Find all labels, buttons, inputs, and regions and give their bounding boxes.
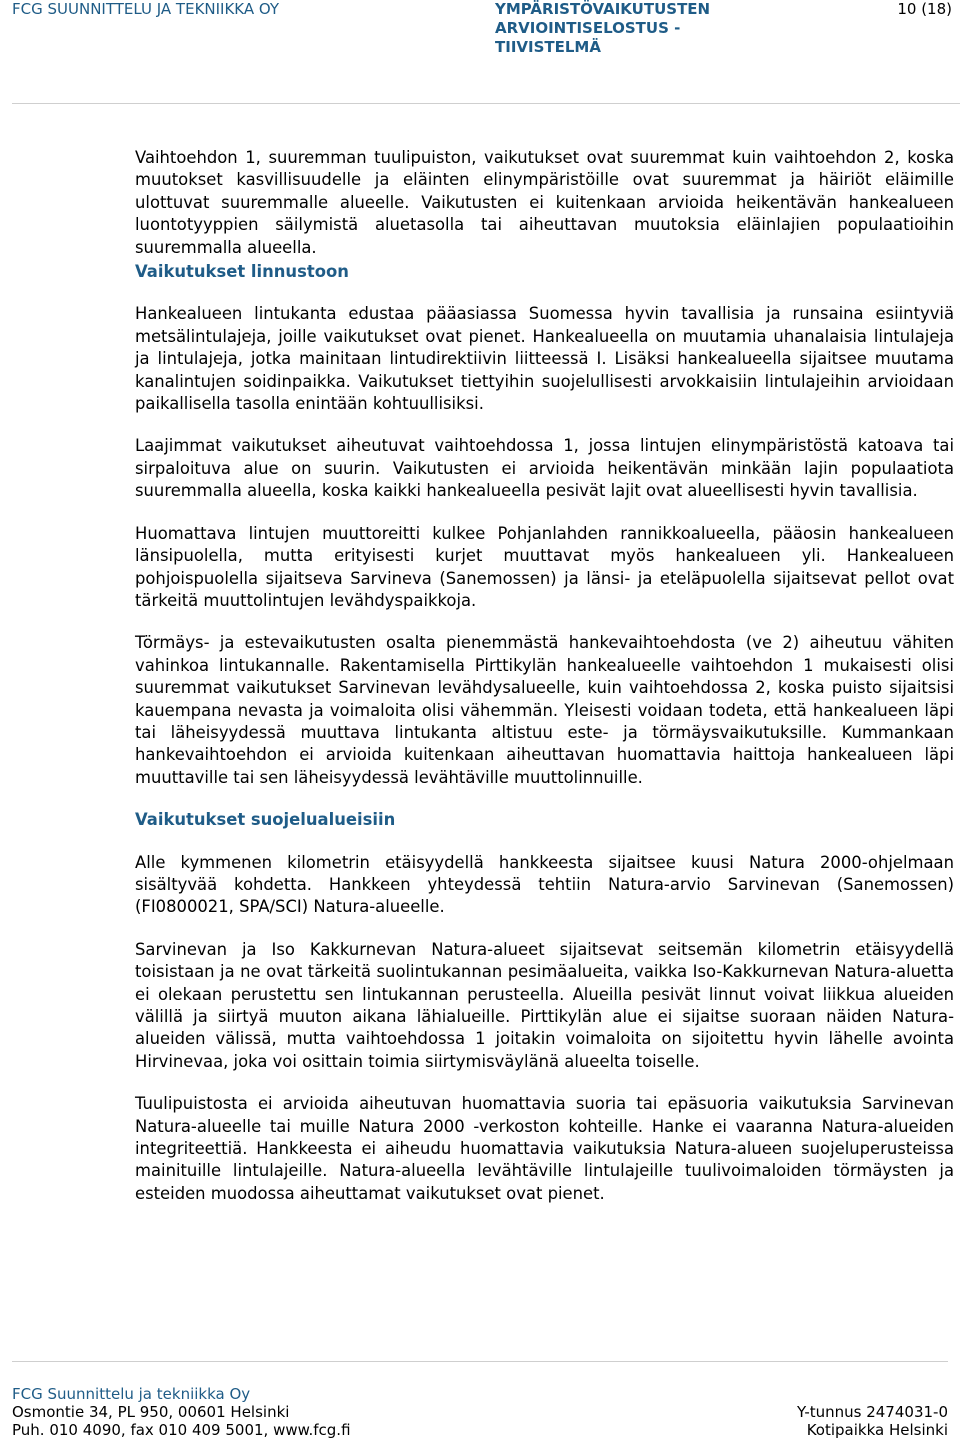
footer-business-id: Y-tunnus 2474031-0 xyxy=(796,1403,948,1421)
paragraph-migration-route: Huomattava lintujen muuttoreitti kulkee Pohjanlahden rannikkoalueella, pääosin hankealueen länsipuolella, mutta erityisesti kurjet muuttavat myös hankealueen yli. Hankealueen pohjoispuolella sijaitseva Sarvineva (Sanemossen) ja länsi- ja eteläpuolella sijaitsevat pellot ovat tärkeitä muuttolintujen levähdyspaikkoja. xyxy=(135,523,954,610)
footer-domicile: Kotipaikka Helsinki xyxy=(806,1421,948,1439)
document-body xyxy=(135,147,954,1225)
header-company: FCG SUUNNITTELU JA TEKNIIKKA OY xyxy=(12,0,280,18)
paragraph-bird-population: Hankealueen lintukanta edustaa pääasiassa Suomessa hyvin tavallisia ja runsaina esiintyviä metsälintulajeja, joille vaikutukset ovat pienet. Hankealueella on muutamia uhanalaisia lintulajeja ja lintulajeja, jotka mainitaan lintudirektiivin liitteessä I. Lisäksi hankealueella sijaitsee muutama kanalintujen soidinpaikka. Vaikutukset tiettyihin suojelullisesti arvokkaisiin lintulajeihin arvioidaan paikallisella tasolla enintään kohtuullisiksi. xyxy=(135,304,954,414)
page-header xyxy=(12,0,960,100)
paragraph-alternatives: Vaihtoehdon 1, suuremman tuulipuiston, vaikutukset ovat suuremmat kuin vaihtoehdon 2, koska muutokset kasvillisuudelle ja eläinten elinympäristöille ovat suuremmat ja häiriöt eläimille ulottuvat suuremmalle alueelle. Vaikutusten ei kuitenkaan arvioida heikentävän hankealueen luontotyyppien säilymistä aluetasolla tai aiheuttavan muutoksia eläinlajien populaatioihin suuremmalla alueella. xyxy=(135,148,954,257)
footer-company: FCG Suunnittelu ja tekniikka Oy xyxy=(12,1385,251,1403)
footer-divider xyxy=(12,1361,948,1362)
page-number: 10 (18) xyxy=(897,0,952,18)
footer-address: Osmontie 34, PL 950, 00601 Helsinki xyxy=(12,1403,290,1421)
paragraph-natura-conclusion: Tuulipuistosta ei arvioida aiheutuvan huomattavia suoria tai epäsuoria vaikutuksia Sarvinevan Natura-alueelle tai muille Natura 2000 -verkoston kohteille. Hanke ei vaaranna Natura-alueiden integriteettiä. Hankkeesta ei aiheudu huomattavia vaikutuksia Natura-alueen suojeluperusteissa mainituille lintulajeille. Natura-alueella levähtäville lintulajeille tuulivoimaloiden törmäysten ja esteiden muodossa aiheuttamat vaikutukset ovat pienet. xyxy=(135,1094,954,1203)
heading-bird-impacts: Vaikutukset linnustoon xyxy=(135,262,349,282)
paragraph-collision-impacts: Törmäys- ja estevaikutusten osalta pienemmästä hankevaihtoehdosta (ve 2) aiheutuu vähiten vahinkoa lintukannalle. Rakentamisella Pirttikylän hankealueelle vaihtoehdon 1 mukaisesti olisi suuremmat vaikutukset Sarvinevan levähdysalueelle, kuin vaihtoehdossa 2, koska puisto sijaitsisi kauempana nevasta ja voimaloita olisi vähemmän. Yleisesti voidaan todeta, että hankealueen läpi tai läheisyydessä muuttava lintukanta altistuu este- ja törmäysvaikutuksille. Kummankaan hankevaihtoehdon ei arvioida kuitenkaan aiheuttavan huomattavia haittoja hankealueen läpi muuttaville tai sen läheisyydessä levähtäville muuttolinnuille. xyxy=(135,633,954,787)
page-footer xyxy=(12,1385,948,1439)
header-divider xyxy=(12,103,960,104)
footer-contact: Puh. 010 4090, fax 010 409 5001, www.fcg.fi xyxy=(12,1421,351,1439)
paragraph-sarvineva-kakkurneva: Sarvinevan ja Iso Kakkurnevan Natura-alueet sijaitsevat seitsemän kilometrin etäisyydellä toisistaan ja ne ovat tärkeitä suolintukannan pesimäalueita, vaikka Iso-Kakkurnevan Natura-aluetta ei olekaan perustettu sen lintukannan perusteella. Alueilla pesivät linnut voivat liikkua alueiden välillä ja siirtyä muuton aikana lähialueille. Pirttikylän alue ei sijaitse suoraan näiden Natura-alueiden välissä, mutta vaihtoehdossa 1 joitakin voimaloita on sijoitettu hyvin lähelle avointa Hirvinevaa, joka voi osittain toimia siirtymisväylänä alueelta toiselle. xyxy=(135,939,954,1071)
heading-protected-areas: Vaikutukset suojelualueisiin xyxy=(135,810,396,830)
header-document-title: YMPÄRISTÖVAIKUTUSTEN ARVIOINTISELOSTUS - TIIVISTELMÄ xyxy=(495,0,711,56)
paragraph-natura-sites: Alle kymmenen kilometrin etäisyydellä hankkeesta sijaitsee kuusi Natura 2000-ohjelmaan sisältyvää kohdetta. Hankkeen yhteydessä tehtiin Natura-arvio Sarvinevan (Sanemossen) (FI0800021, SPA/SCI) Natura-alueelle. xyxy=(135,852,954,917)
paragraph-widest-impacts: Laajimmat vaikutukset aiheutuvat vaihtoehdossa 1, jossa lintujen elinympäristöstä katoava tai sirpaloituva alue on suurin. Vaikutusten ei arvioida heikentävän minkään lajin populaatiota suuremmalla alueella, koska kaikki hankealueella pesivät lajit ovat alueellisesti hyvin tavallisia. xyxy=(135,436,954,501)
